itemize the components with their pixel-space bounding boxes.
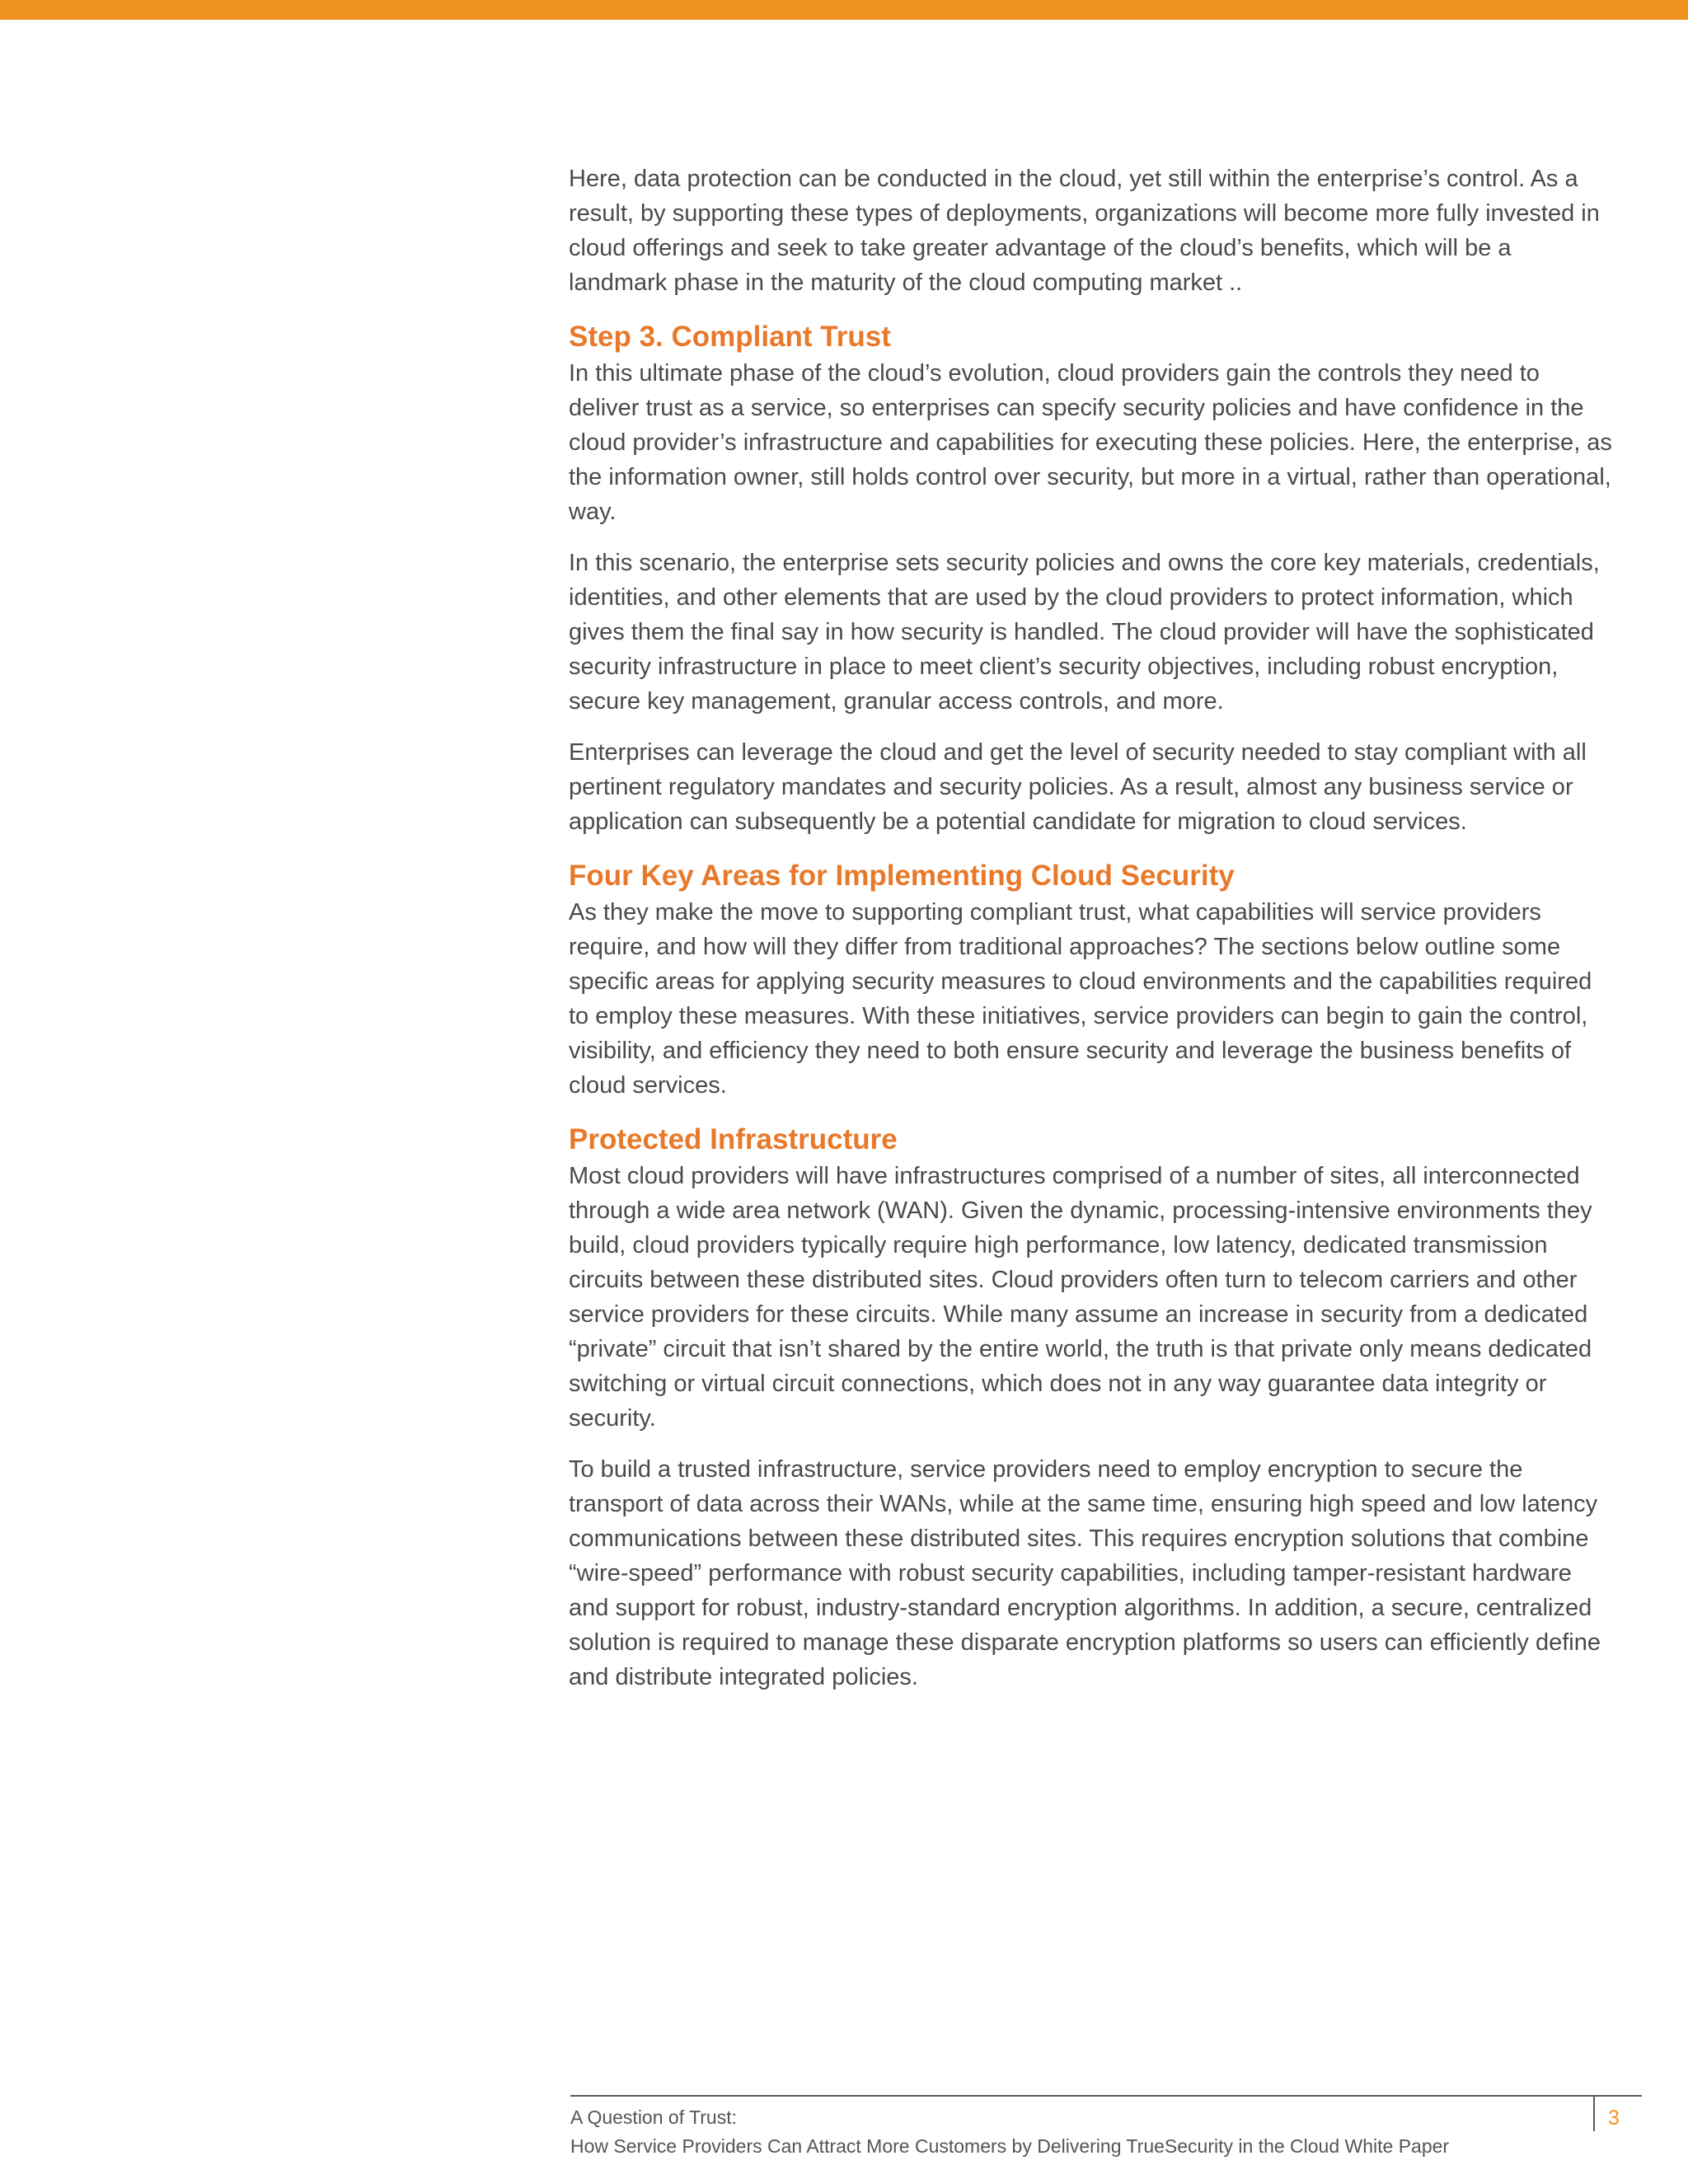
paragraph-data-protection-in-cloud: Here, data protection can be conducted in the cloud, yet still within the enterprise’s control. As a result, by supporting these types of deployments, organizations will become more fully invested in cloud offerings and seek to take greater advantage of the cloud’s benefits, which will be a landmark phase in the maturity of the cloud computing market .. xyxy=(569,166,1600,296)
paragraph-enterprise-sets-policies: In this scenario, the enterprise sets security policies and owns the core key materials, credentials, identities, and other elements that are used by the cloud providers to protect information, which gives them the final say in how security is handled. The cloud provider will have the sophisticated security infrastructure in place to meet client’s security objectives, including robust encryption, secure key management, granular access controls, and more. xyxy=(569,550,1600,715)
paragraph-trusted-infrastructure-encryption: To build a trusted infrastructure, service providers need to employ encryption to secure the transport of data across their WANs, while at the same time, ensuring high speed and low latency communications between these distributed sites. This requires encryption solutions that combine “wire-speed” performance with robust security capabilities, including tamper-resistant hardware and support for robust, industry-standard encryption algorithms. In addition, a secure, centralized solution is required to manage these disparate encryption platforms so users can efficiently define and distribute integrated policies. xyxy=(569,1456,1601,1690)
page-number-divider xyxy=(1593,2095,1595,2131)
paragraph-enterprises-leverage-cloud: Enterprises can leverage the cloud and get the level of security needed to stay compliant with all pertinent regulatory mandates and security policies. As a result, almost any business service or application can subsequently be a potential candidate for migration to cloud services. xyxy=(569,739,1587,835)
heading-step-3-compliant-trust: Step 3. Compliant Trust xyxy=(569,321,891,353)
footer-subtitle-line: How Service Providers Can Attract More Customers by Delivering TrueSecurity in the Cloud White Paper xyxy=(570,2135,1450,2157)
paragraph-cloud-infrastructure-sites: Most cloud providers will have infrastructures comprised of a number of sites, all interconnected through a wide area network (WAN). Given the dynamic, processing-intensive environments they build, cloud providers typically require high performance, low latency, dedicated transmission circuits between these distributed sites. Cloud providers often turn to telecom carriers and other service providers for these circuits. While many assume an increase in security from a dedicated “private” circuit that isn’t shared by the entire world, the truth is that private only means dedicated switching or virtual circuit connections, which does not in any way guarantee data integrity or security. xyxy=(569,1163,1592,1432)
paragraph-compliant-trust-capabilities: As they make the move to supporting compliant trust, what capabilities will service providers require, and how will they differ from traditional approaches? The sections below outline some specific areas for applying security measures to cloud environments and the capabilities required to employ these measures. With these initiatives, service providers can begin to gain the control, visibility, and efficiency they need to both ensure security and leverage the business benefits of cloud services. xyxy=(569,899,1592,1099)
page-number: 3 xyxy=(1608,2107,1620,2130)
top-accent-bar xyxy=(0,0,1688,20)
footer-title-line: A Question of Trust: xyxy=(570,2107,737,2128)
document-body xyxy=(569,162,1615,1711)
footer-document-title xyxy=(570,2103,1559,2161)
heading-four-key-areas: Four Key Areas for Implementing Cloud Security xyxy=(569,860,1235,892)
heading-protected-infrastructure: Protected Infrastructure xyxy=(569,1123,898,1155)
footer-divider-line xyxy=(570,2095,1642,2097)
paragraph-ultimate-phase: In this ultimate phase of the cloud’s evolution, cloud providers gain the controls they need to deliver trust as a service, so enterprises can specify security policies and have confidence in the cloud provider’s infrastructure and capabilities for executing these policies. Here, the enterprise, as the information owner, still holds control over security, but more in a virtual, rather than operational, way. xyxy=(569,360,1612,525)
